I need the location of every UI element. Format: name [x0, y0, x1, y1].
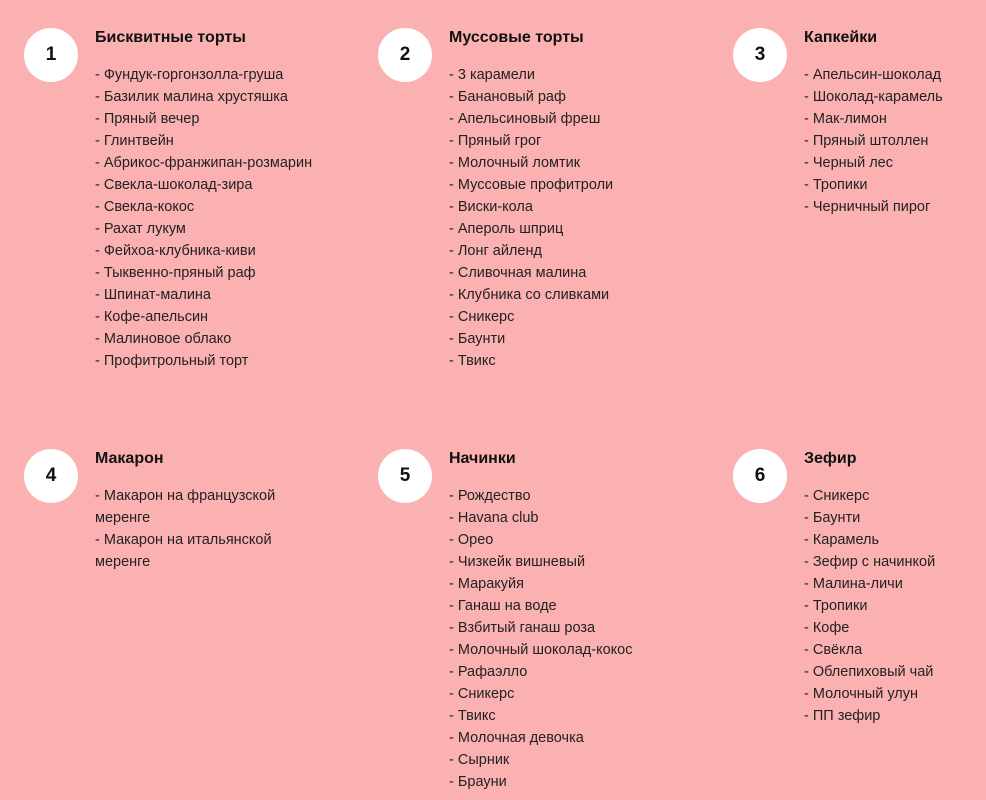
list-item: - Сливочная малина [449, 262, 689, 284]
list-item: - Твикс [449, 350, 689, 372]
list-item: - Фундук-горгонзолла-груша [95, 64, 335, 86]
section-title: Зефир [804, 450, 857, 467]
list-item: - ПП зефир [804, 705, 984, 727]
list-item: - Рождество [449, 485, 689, 507]
list-item: - Баунти [804, 507, 984, 529]
section-content [95, 28, 335, 372]
list-item: - Сникерс [449, 306, 689, 328]
list-item: - Маракуйя [449, 573, 689, 595]
list-item: - Черный лес [804, 152, 984, 174]
item-list [804, 485, 984, 727]
section-content [804, 449, 984, 727]
list-item: - Баунти [449, 328, 689, 350]
list-item: - Фейхоа-клубника-киви [95, 240, 335, 262]
list-item: - Рахат лукум [95, 218, 335, 240]
list-item: - Лонг айленд [449, 240, 689, 262]
list-item: - Молочный ломтик [449, 152, 689, 174]
section-title: Муссовые торты [449, 29, 584, 46]
section-content [449, 28, 689, 372]
list-item: - Шпинат-малина [95, 284, 335, 306]
list-item: - Виски-кола [449, 196, 689, 218]
list-item: - Базилик малина хрустяшка [95, 86, 335, 108]
list-item: - Свёкла [804, 639, 984, 661]
item-list [804, 64, 984, 218]
section-title: Бисквитные торты [95, 29, 246, 46]
list-item: - Молочная девочка [449, 727, 689, 749]
section-title: Макарон [95, 450, 164, 467]
list-item: - Тропики [804, 174, 984, 196]
section-number-badge: 1 [24, 28, 78, 82]
list-item: - Взбитый ганаш роза [449, 617, 689, 639]
list-item: - Кофе [804, 617, 984, 639]
list-item: - Havana club [449, 507, 689, 529]
list-item: - Клубника со сливками [449, 284, 689, 306]
section-number-badge: 2 [378, 28, 432, 82]
section-content [95, 449, 310, 573]
section-number-badge: 5 [378, 449, 432, 503]
item-list [95, 485, 310, 573]
list-item: - Пряный грог [449, 130, 689, 152]
list-item: - Рафаэлло [449, 661, 689, 683]
section-content [804, 28, 984, 218]
list-item: - Тропики [804, 595, 984, 617]
list-item: - Пряный вечер [95, 108, 335, 130]
list-item: - Тыквенно-пряный раф [95, 262, 335, 284]
section-number-badge: 3 [733, 28, 787, 82]
section-number-badge: 6 [733, 449, 787, 503]
list-item: - Брауни [449, 771, 689, 793]
item-list [449, 485, 689, 793]
list-item: - Банановый раф [449, 86, 689, 108]
list-item: - Сникерс [449, 683, 689, 705]
list-item: - Малина-личи [804, 573, 984, 595]
list-item: - Абрикос-франжипан-розмарин [95, 152, 335, 174]
list-item: - Облепиховый чай [804, 661, 984, 683]
list-item: - Макарон на итальянской меренге [95, 529, 310, 573]
list-item: - Макарон на французской меренге [95, 485, 310, 529]
list-item: - Сырник [449, 749, 689, 771]
list-item: - Апельсин-шоколад [804, 64, 984, 86]
item-list [95, 64, 335, 372]
list-item: - Малиновое облако [95, 328, 335, 350]
list-item: - Твикс [449, 705, 689, 727]
list-item: - Карамель [804, 529, 984, 551]
section-title: Капкейки [804, 29, 878, 46]
item-list [449, 64, 689, 372]
list-item: - Мак-лимон [804, 108, 984, 130]
list-item: - Ганаш на воде [449, 595, 689, 617]
list-item: - Чизкейк вишневый [449, 551, 689, 573]
list-item: - 3 карамели [449, 64, 689, 86]
list-item: - Пряный штоллен [804, 130, 984, 152]
list-item: - Кофе-апельсин [95, 306, 335, 328]
list-item: - Молочный шоколад-кокос [449, 639, 689, 661]
list-item: - Апельсиновый фреш [449, 108, 689, 130]
list-item: - Шоколад-карамель [804, 86, 984, 108]
list-item: - Профитрольный торт [95, 350, 335, 372]
list-item: - Муссовые профитроли [449, 174, 689, 196]
list-item: - Зефир с начинкой [804, 551, 984, 573]
section-number-badge: 4 [24, 449, 78, 503]
list-item: - Сникерс [804, 485, 984, 507]
list-item: - Свекла-шоколад-зира [95, 174, 335, 196]
section-content [449, 449, 689, 793]
list-item: - Черничный пирог [804, 196, 984, 218]
list-item: - Молочный улун [804, 683, 984, 705]
list-item: - Глинтвейн [95, 130, 335, 152]
list-item: - Свекла-кокос [95, 196, 335, 218]
list-item: - Апероль шприц [449, 218, 689, 240]
section-title: Начинки [449, 450, 516, 467]
list-item: - Орео [449, 529, 689, 551]
